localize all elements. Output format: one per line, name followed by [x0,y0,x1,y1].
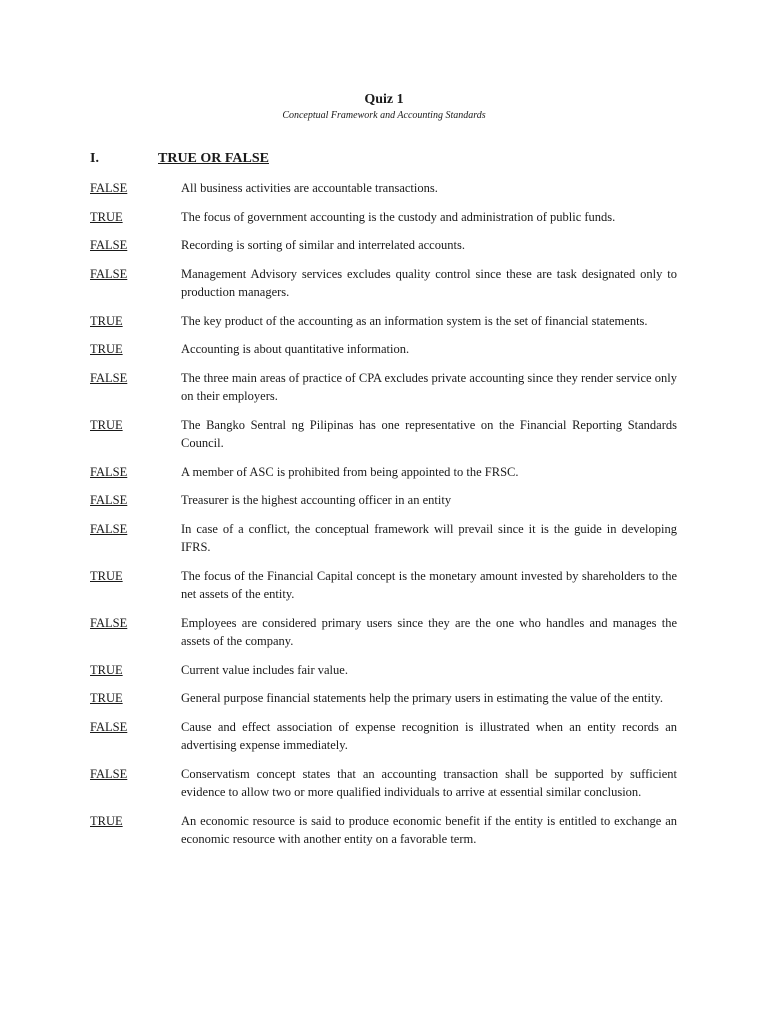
question-list [90,179,677,859]
section-title: TRUE OR FALSE [158,151,269,166]
question-statement: All business activities are accountable transactions. [181,181,438,195]
question-item [90,491,677,510]
question-item [90,236,677,255]
question-item [90,208,677,227]
question-statement: Conservatism concept states that an accounting transaction shall be supported by sufficient evidence to allow two or more qualified individuals to arrive at essential similar conclusion. [181,766,677,799]
question-item [90,567,677,604]
answer-label: TRUE [90,568,123,583]
answer-label: TRUE [90,417,123,432]
question-statement: In case of a conflict, the conceptual framework will prevail since it is the guide in developing IFRS. [181,521,677,554]
question-statement: The Bangko Sentral ng Pilipinas has one representative on the Financial Reporting Standards Council. [181,417,677,450]
question-statement: Management Advisory services excludes quality control since these are task designated only to production managers. [181,266,677,299]
question-item [90,812,677,849]
answer-label: FALSE [90,766,128,781]
question-item [90,661,677,680]
answer-label: FALSE [90,370,128,385]
question-statement: General purpose financial statements help the primary users in estimating the value of the entity. [181,691,664,705]
answer-label: FALSE [90,493,128,507]
question-item [90,463,677,482]
question-statement: The three main areas of practice of CPA excludes private accounting since they render service only on their employers. [181,370,677,403]
answer-label: TRUE [90,813,123,828]
answer-label: FALSE [90,181,128,195]
question-item [90,718,677,755]
question-statement: The focus of government accounting is the custody and administration of public funds. [181,209,616,224]
answer-label: FALSE [90,266,128,281]
question-item [90,312,677,331]
section-number: I. [90,151,99,166]
question-item [90,614,677,651]
question-statement: Recording is sorting of similar and interrelated accounts. [181,238,465,252]
question-statement: An economic resource is said to produce economic benefit if the entity is entitled to exchange an economic resource with another entity on a favorable term. [181,813,677,846]
question-item [90,520,677,557]
question-item [90,179,677,198]
question-item [90,416,677,453]
question-statement: Current value includes fair value. [181,662,348,677]
answer-label: TRUE [90,313,123,328]
answer-label: TRUE [90,209,123,224]
question-statement: The key product of the accounting as an information system is the set of financial statements. [181,313,648,328]
quiz-title: Quiz 1 [364,92,404,107]
answer-label: FALSE [90,615,128,630]
question-statement: Employees are considered primary users since they are the one who handles and manages the assets of the company. [181,615,677,648]
answer-label: TRUE [90,691,123,705]
answer-label: TRUE [90,342,123,356]
question-item [90,265,677,302]
question-statement: Treasurer is the highest accounting officer in an entity [181,493,452,507]
question-item [90,369,677,406]
question-statement: The focus of the Financial Capital concept is the monetary amount invested by shareholders to the net assets of the entity. [181,568,677,601]
question-item [90,340,677,359]
answer-label: FALSE [90,464,128,479]
quiz-subtitle: Conceptual Framework and Accounting Standards [282,110,486,121]
answer-label: FALSE [90,521,128,536]
answer-label: TRUE [90,662,123,677]
answer-label: FALSE [90,719,128,734]
question-item [90,765,677,802]
question-statement: Accounting is about quantitative information. [181,342,410,356]
question-statement: Cause and effect association of expense recognition is illustrated when an entity records an advertising expense immediately. [181,719,677,752]
question-statement: A member of ASC is prohibited from being appointed to the FRSC. [181,464,519,479]
question-item [90,689,677,708]
answer-label: FALSE [90,238,128,252]
